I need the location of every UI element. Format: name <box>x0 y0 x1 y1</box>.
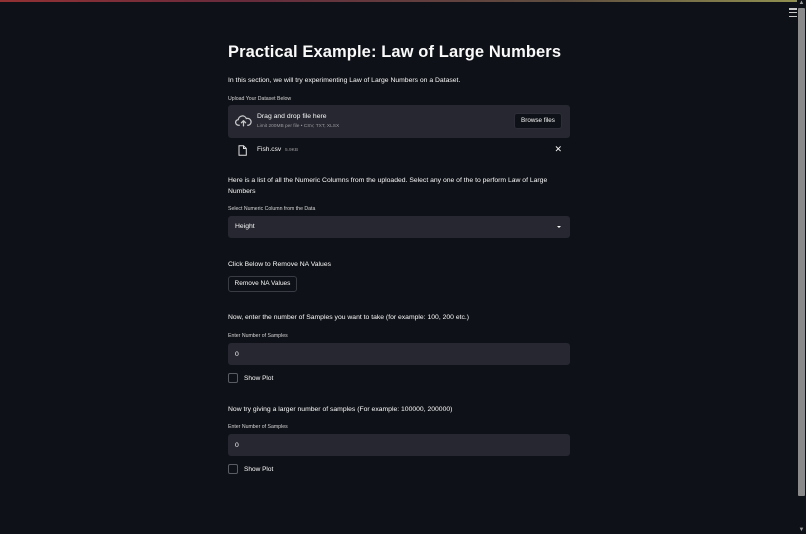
file-size: 5.9KB <box>285 147 299 153</box>
checkbox-box[interactable] <box>228 464 238 474</box>
file-name: Fish.csv <box>257 146 282 153</box>
samples-large-input[interactable] <box>228 434 570 456</box>
scroll-up-icon[interactable]: ▲ <box>798 0 805 6</box>
column-description: Here is a list of all the Numeric Columns from the uploaded. Select any one of the to perform Law of Large Numbers <box>228 177 548 195</box>
remove-na-button[interactable]: Remove NA Values <box>228 276 297 292</box>
chevron-down-icon <box>557 226 561 228</box>
cloud-upload-icon <box>235 114 252 128</box>
uploaded-file-row <box>228 143 570 159</box>
upload-label: Upload Your Dataset Below <box>228 96 292 102</box>
show-plot-checkbox-large[interactable] <box>228 463 273 475</box>
scrollbar-thumb[interactable] <box>798 8 805 496</box>
remove-na-description: Click Below to Remove NA Values <box>228 261 332 268</box>
checkbox-box[interactable] <box>228 373 238 383</box>
checkbox-label: Show Plot <box>244 465 274 473</box>
show-plot-checkbox-small[interactable] <box>228 372 273 384</box>
close-icon[interactable]: ✕ <box>554 144 562 154</box>
checkbox-label: Show Plot <box>244 374 274 382</box>
page-title: Practical Example: Law of Large Numbers <box>228 43 562 61</box>
top-decoration-bar <box>0 0 806 2</box>
samples-small-description: Now, enter the number of Samples you want to take (for example: 100, 200 etc.) <box>228 314 470 321</box>
samples-large-label: Enter Number of Samples <box>228 424 288 430</box>
scrollbar[interactable] <box>797 0 806 534</box>
column-select[interactable] <box>228 216 570 238</box>
column-select-value: Height <box>235 223 255 230</box>
column-select-label: Select Numeric Column from the Data <box>228 206 316 212</box>
dropzone-limit-text: Limit 200MB per file • CSV, TXT, XLSX <box>257 124 340 129</box>
dropzone-title: Drag and drop file here <box>257 113 327 120</box>
file-icon <box>238 145 247 156</box>
scroll-down-icon[interactable]: ▼ <box>798 527 805 533</box>
browse-files-button[interactable]: Browse files <box>514 113 562 129</box>
intro-text: In this section, we will try experimenting Law of Large Numbers on a Dataset. <box>228 77 461 84</box>
file-dropzone[interactable] <box>228 105 570 138</box>
samples-small-input[interactable] <box>228 343 570 365</box>
samples-small-label: Enter Number of Samples <box>228 333 288 339</box>
samples-large-description: Now try giving a larger number of samples (For example: 100000, 200000) <box>228 406 453 413</box>
